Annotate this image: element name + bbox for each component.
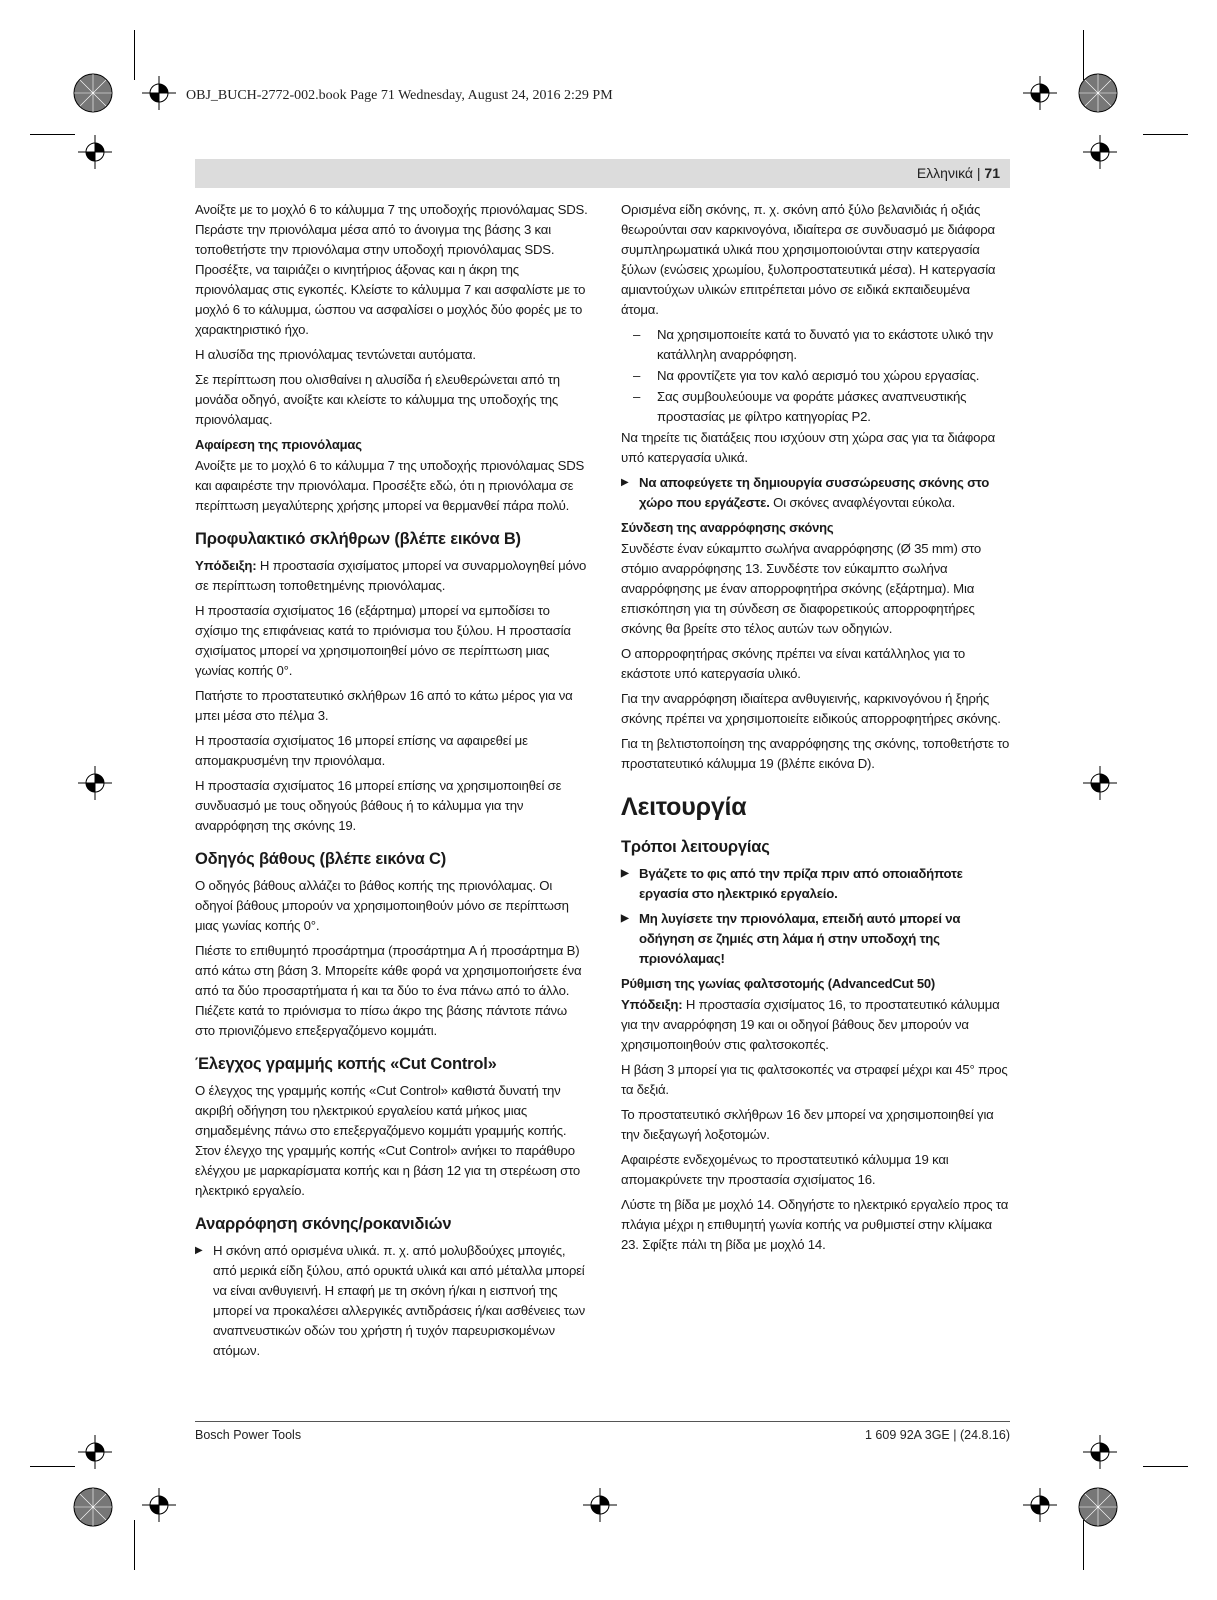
paragraph: Η αλυσίδα της πριονόλαμας τεντώνεται αυτόματα. [195, 347, 476, 362]
paragraph: Ο οδηγός βάθους αλλάζει το βάθος κοπής της πριονόλαμας. Οι οδηγοί βάθους μπορούν να χρησιμοποιηθούν μόνο σε περίπτωση μιας γωνίας κοπής 0°. [195, 878, 569, 933]
paragraph: Η βάση 3 μπορεί για τις φαλτσοκοπές να στραφεί μέχρι και 45° προς τα δεξιά. [621, 1062, 1008, 1097]
right-column [621, 200, 1010, 1260]
crop-mark [1143, 1466, 1188, 1467]
crop-mark [1143, 134, 1188, 135]
file-header: OBJ_BUCH-2772-002.book Page 71 Wednesday, August 24, 2016 2:29 PM [186, 88, 613, 103]
paragraph: Σε περίπτωση που ολισθαίνει η αλυσίδα ή ελευθερώνεται από τη μονάδα οδηγό, ανοίξτε και κλείστε το κάλυμμα της υποδοχής της πριονόλαμας. [195, 372, 560, 427]
crosshair-icon [1083, 766, 1117, 800]
crop-mark [134, 30, 135, 80]
paragraph: Ανοίξτε με το μοχλό 6 το κάλυμμα 7 της υποδοχής πριονόλαμας SDS. Περάστε την πριονόλαμα μέσα από το άνοιγμα της βάσης 3 και τοποθετήστε την πριονόλαμα στην υποδοχή πριονόλαμας SDS. Προσέξτε, να ταιριάζει ο κινητήριος άξονας και η άκρη της πριονόλαμας στις εγκοπές. Κλείστε το κάλυμμα 7 και ασφαλίστε με το μοχλό 6 το κάλυμμα, ώσπου να ασφαλίσει ο μοχλός δύο φορές με το χαρακτηριστικό ήχο. [195, 202, 588, 337]
paragraph: Για τη βελτιστοποίηση της αναρρόφησης της σκόνης, τοποθετήστε το προστατευτικό κάλυμμα 19 (βλέπε εικόνα D). [621, 736, 1010, 771]
crosshair-icon [142, 76, 176, 110]
crosshair-icon [142, 1488, 176, 1522]
left-column [195, 200, 589, 1366]
footer-doc-number: 1 609 92A 3GE | (24.8.16) [864, 1428, 1010, 1442]
warning-bold: Να αποφεύγετε τη δημιουργία συσσώρευσης σκόνης στο χώρο που εργάζεστε. [639, 475, 990, 510]
crop-mark [134, 1520, 135, 1570]
list-item: – Να φροντίζετε για τον καλό αερισμό του χώρου εργασίας. [621, 366, 1010, 386]
heading-operation: Λειτουργία [621, 793, 747, 821]
note-label: Υπόδειξη: [195, 558, 257, 573]
warning-item: ▶ Βγάζετε το φις από την πρίζα πριν από οποιαδήποτε εργασία στο ηλεκτρικό εργαλείο. [621, 864, 1010, 904]
paragraph: Η προστασία σχισίματος 16 (εξάρτημα) μπορεί να εμποδίσει το σχίσιμο της επιφάνειας κατά το πριόνισμα του ξύλου. Η προστασία σχισίματος μπορεί να χρησιμοποιηθεί μόνο σε περίπτωση μιας γωνίας κοπής 0°. [195, 603, 571, 678]
paragraph: Πιέστε το επιθυμητό προσάρτημα (προσάρτημα A ή προσάρτημα B) από κάτω στη βάση 3. Μπορείτε κάθε φορά να χρησιμοποιήσετε ένα από τα δύο προσαρτήματα ή και τα δύο το ένα πάνω από το άλλο. Πιέζετε κατά το πριόνισμα το πίσω άκρο της βάσης πάντοτε πάνω στο πριονιζόμενο επεξεργαζόμενο κομμάτι. [195, 943, 582, 1038]
warning-item [621, 473, 1010, 513]
heading-splinter-guard: Προφυλακτικό σκλήθρων (βλέπε εικόνα B) [195, 530, 521, 548]
paragraph: Ο έλεγχος της γραμμής κοπής «Cut Control» καθιστά δυνατή την ακριβή οδήγηση του ηλεκτρικού εργαλείου κατά μήκος μιας σημαδεμένης πάνω στο επεξεργαζόμενο κομμάτι γραμμής κοπής. Στον έλεγχο της γραμμής κοπής «Cut Control» ανήκει το παράθυρο ελέγχου με μαρκαρίσματα κοπής και η βάση 12 για τη στερέωση στο ηλεκτρικό εργαλείο. [195, 1083, 581, 1198]
subheading-connect: Σύνδεση της αναρρόφησης σκόνης [621, 520, 834, 535]
paragraph: Λύστε τη βίδα με μοχλό 14. Οδηγήστε το ηλεκτρικό εργαλείο προς τα πλάγια μέχρι η επιθυμητή γωνία κοπής να ρυθμιστεί στην κλίμακα 23. Σφίξτε πάλι τη βίδα με μοχλό 14. [621, 1197, 1009, 1252]
paragraph: Πατήστε το προστατευτικό σκλήθρων 16 από το κάτω μέρος για να μπει μέσα στο πέλμα 3. [195, 688, 573, 723]
paragraph: Ορισμένα είδη σκόνης, π. χ. σκόνη από ξύλο βελανιδιάς ή οξιάς θεωρούνται σαν καρκινογόνα, ιδιαίτερα σε συνδυασμό με διάφορα συμπληρωματικά υλικά που χρησιμοποιούνται στην κατεργασία ξύλων (ενώσεις χρωμίου, ξυλοπροστατευτικά μέσα). Η κατεργασία αμιαντούχων υλικών επιτρέπεται μόνο σε ειδικά εκπαιδευμένα άτομα. [621, 202, 996, 317]
paragraph: Το προστατευτικό σκλήθρων 16 δεν μπορεί να χρησιμοποιηθεί για την διεξαγωγή λοξοτομών. [621, 1107, 994, 1142]
crosshair-icon [78, 135, 112, 169]
heading-depth-guide: Οδηγός βάθους (βλέπε εικόνα C) [195, 850, 447, 868]
warning-item: ▶ Η σκόνη από ορισμένα υλικά. π. χ. από μολυβδούχες μπογιές, από μερικά είδη ξύλου, από ορυκτά υλικά και από μέταλλα μπορεί να είναι ανθυγιεινή. Η επαφή με τη σκόνη ή/και η εισπνοή της μπορεί να προκαλέσει αλλεργικές αντιδράσεις ή/και ασθένειες των αναπνευστικών οδών του χρήστη ή τυχόν παρευρισκομένων ατόμων. [195, 1241, 589, 1361]
paragraph: Αφαιρέστε ενδεχομένως το προστατευτικό κάλυμμα 19 και απομακρύνετε την προστασία σχισίματος 16. [621, 1152, 949, 1187]
header-separator: | [976, 165, 985, 181]
crosshair-icon [1023, 76, 1057, 110]
crosshair-icon [78, 1435, 112, 1469]
crosshair-icon [78, 766, 112, 800]
header-language: Ελληνικά [916, 165, 973, 181]
note-label: Υπόδειξη: [621, 997, 683, 1012]
paragraph: Συνδέστε έναν εύκαμπτο σωλήνα αναρρόφησης (Ø 35 mm) στο στόμιο αναρρόφησης 13. Συνδέστε τον εύκαμπτο σωλήνα αναρρόφησης με έναν απορροφητήρα σκόνης (εξάρτημα). Μια επισκόπηση για τη σύνδεση σε διαφορετικούς απορροφητήρες σκόνης θα βρείτε στο τέλος αυτών των οδηγιών. [621, 541, 982, 636]
crosshair-icon [1023, 1488, 1057, 1522]
note-paragraph [621, 995, 1010, 1055]
heading-cut-control: Έλεγχος γραμμής κοπής «Cut Control» [195, 1055, 497, 1073]
paragraph: Ανοίξτε με το μοχλό 6 το κάλυμμα 7 της υποδοχής πριονόλαμας SDS και αφαιρέστε την πριονόλαμα. Προσέξτε εδώ, ότι η πριονόλαμα σε περίπτωση μεγαλύτερης χρήσης μπορεί να θερμανθεί πάρα πολύ. [195, 458, 585, 513]
crosshair-icon [1083, 1435, 1117, 1469]
page-header-bar [195, 159, 1010, 188]
list-item: – Σας συμβουλεύουμε να φοράτε μάσκες αναπνευστικής προστασίας με φίλτρο κατηγορίας P2. [621, 387, 1010, 427]
subheading-miter: Ρύθμιση της γωνίας φαλτσοτομής (AdvancedCut 50) [621, 976, 936, 991]
paragraph: Ο απορροφητήρας σκόνης πρέπει να είναι κατάλληλος για το εκάστοτε υπό κατεργασία υλικό. [621, 646, 966, 681]
paragraph: Να τηρείτε τις διατάξεις που ισχύουν στη χώρα σας για τα διάφορα υπό κατεργασία υλικά. [621, 430, 995, 465]
registration-target-icon [1077, 1486, 1119, 1528]
page-header [917, 165, 1000, 181]
registration-target-icon [1077, 72, 1119, 114]
warning-item: ▶ Μη λυγίσετε την πριονόλαμα, επειδή αυτό μπορεί να οδήγηση σε ζημιές στη λάμα ή στην υποδοχή της πριονόλαμας! [621, 909, 1010, 969]
warning-text: Οι σκόνες αναφλέγονται εύκολα. [769, 495, 956, 510]
heading-dust-extraction: Αναρρόφηση σκόνης/ροκανιδιών [195, 1215, 452, 1233]
paragraph: Η προστασία σχισίματος 16 μπορεί επίσης να αφαιρεθεί με απομακρυσμένη την πριονόλαμα. [195, 733, 528, 768]
paragraph: Η προστασία σχισίματος 16 μπορεί επίσης να χρησιμοποιηθεί σε συνδυασμό με τους οδηγούς βάθους ή το κάλυμμα για την αναρρόφηση της σκόνης 19. [195, 778, 562, 833]
crosshair-icon [583, 1488, 617, 1522]
subheading-removal: Αφαίρεση της πριονόλαμας [195, 437, 362, 452]
page-number: 71 [984, 165, 1000, 181]
registration-target-icon [72, 72, 114, 114]
crop-mark [30, 1466, 75, 1467]
crosshair-icon [1083, 135, 1117, 169]
list-item: – Να χρησιμοποιείτε κατά το δυνατό για το εκάστοτε υλικό την κατάλληλη αναρρόφηση. [621, 325, 1010, 365]
note-paragraph [195, 556, 589, 596]
heading-modes: Τρόποι λειτουργίας [621, 838, 770, 856]
registration-target-icon [72, 1486, 114, 1528]
crop-mark [30, 134, 75, 135]
footer-brand: Bosch Power Tools [195, 1428, 302, 1442]
footer-rule [195, 1421, 1010, 1422]
paragraph: Για την αναρρόφηση ιδιαίτερα ανθυγιεινής, καρκινογόνου ή ξηρής σκόνης πρέπει να χρησιμοποιείτε ειδικούς απορροφητήρες σκόνης. [621, 691, 1001, 726]
note-text: Η προστασία σχισίματος 16, το προστατευτικό κάλυμμα για την αναρρόφηση 19 και οι οδηγοί βάθους δεν μπορούν να χρησιμοποιηθούν στις φαλτσοκοπές. [621, 997, 1000, 1052]
note-text: Η προστασία σχισίματος μπορεί να συναρμολογηθεί μόνο σε περίπτωση τοποθετημένης πριονόλαμας. [195, 558, 587, 593]
